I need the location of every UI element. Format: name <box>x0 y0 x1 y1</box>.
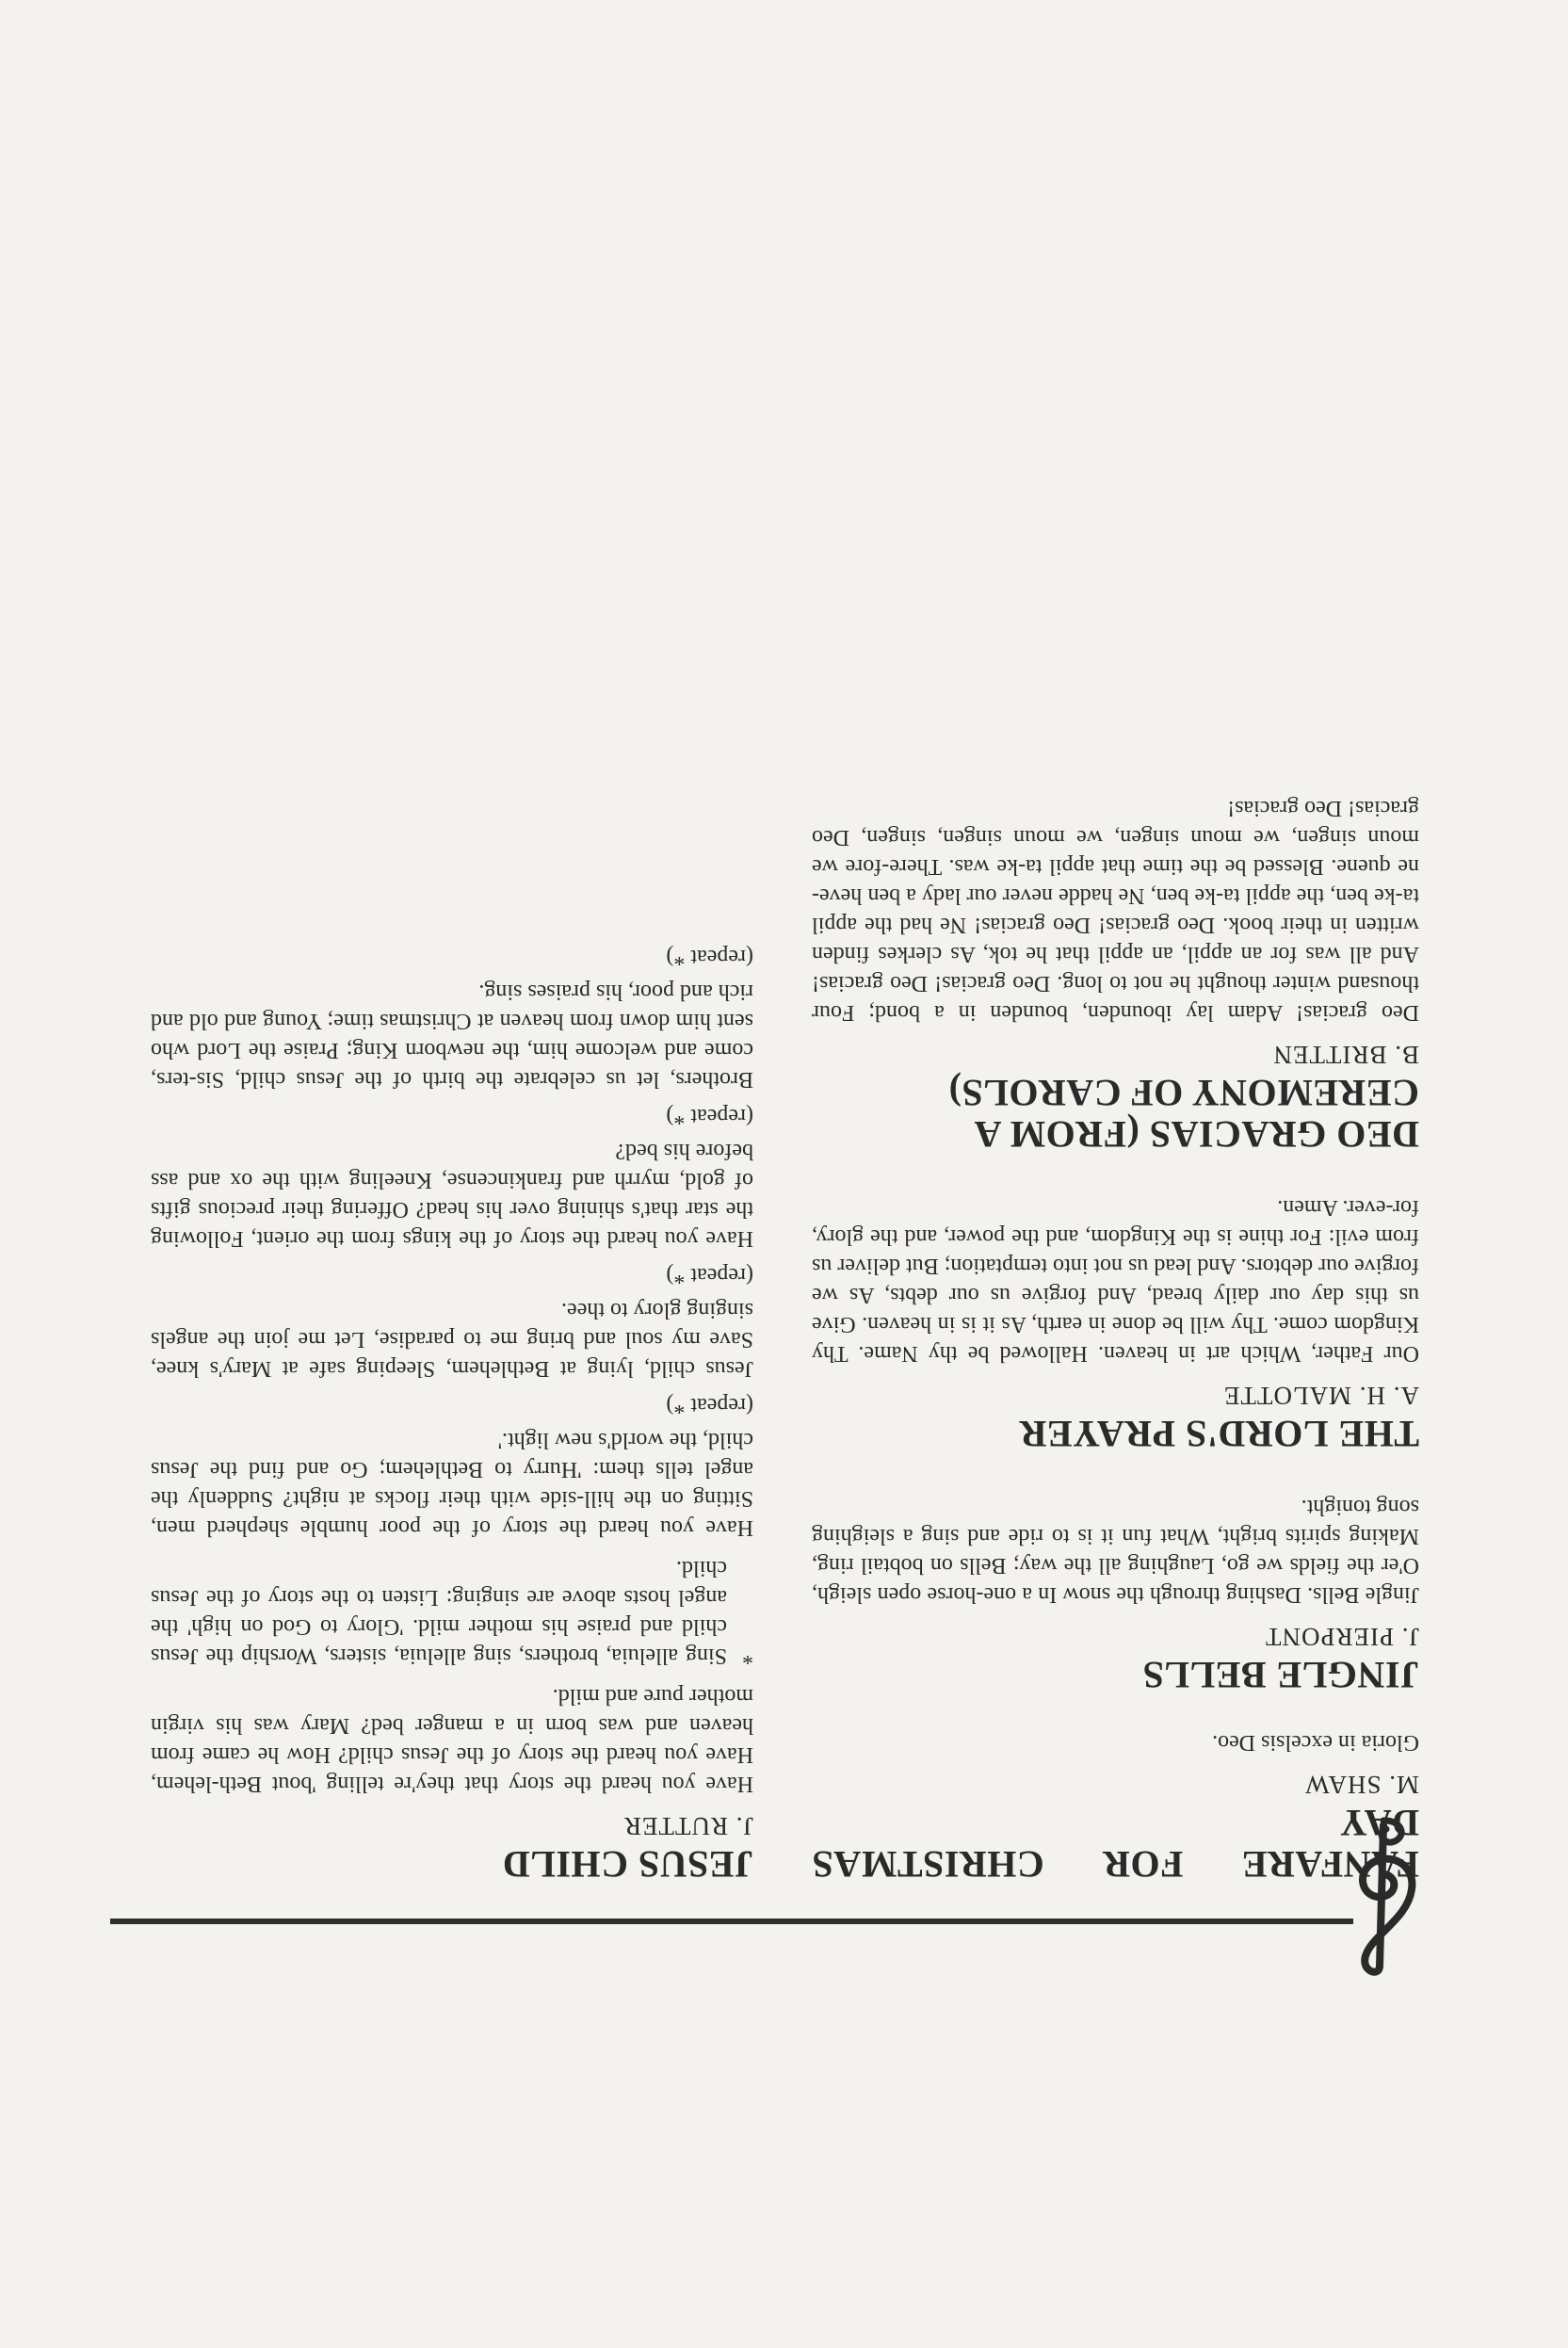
chorus <box>151 1553 753 1670</box>
verse-2: Jesus child, lying at Bethlehem, Sleeping safe at Mary's knee, Save my soul and bring me to paradise, Let me join the angels singing glory to thee. <box>151 1298 753 1381</box>
verse-4: Brothers, let us celebrate the birth of the Jesus child, Sis-ters, come and welcome him, the newborn King; Praise the Lord who sent him down from heaven at Christmas time; Young and old and rich and poor, his praises sing. <box>151 980 753 1092</box>
piece-jingle-bells <box>812 1492 1419 1695</box>
piece-title: THE LORD'S PRAYER <box>1019 1413 1419 1455</box>
piece-fanfare <box>812 1727 1419 1885</box>
piece-lords-prayer <box>812 1192 1419 1454</box>
repeat-marker: (repeat *) <box>666 1263 753 1287</box>
repeat-marker: (repeat *) <box>666 945 753 969</box>
piece-lyrics: Gloria in excelsis Deo. <box>1212 1730 1419 1755</box>
right-column <box>151 921 753 1885</box>
piece-lyrics: Jingle Bells. Dashing through the snow In a one-horse open sleigh, O'er the fields we go, Laughing all the way; Bells on bobtail ring, Making spirits bright, What fun it is to ride and sing a sleighing song tonight. <box>812 1495 1419 1607</box>
verse-3: Have you heard the story of the kings from the orient, Following the star that's shining over his head? Offering their precious gifts of gold, myrrh and frankincense, Kneeling with the ox and ass before his bed? <box>151 1139 753 1251</box>
piece-jesus-child <box>151 942 753 1885</box>
chorus-marker: * <box>742 1644 753 1668</box>
verse-intro: Have you heard the story that they're telling 'bout Beth-lehem, Have you heard the story of the Jesus child? How he came from heaven and was born in a manger bed? Mary was his virgin mother pure and mild. <box>151 1684 753 1796</box>
piece-lyrics: Our Father, Which art in heaven. Hallowed be thy Name. Thy Kingdom come. Thy will be done in earth, As it is in heaven. Give us this day our daily bread, And forgive us our debts, As we forgive our debtors. And lead us not into temptation; But deliver us from evil: For thine is the Kingdom, and the power, and the glory, for-ever. Amen. <box>812 1195 1419 1366</box>
verse-1: Have you heard the story of the poor humble shepherd men, Sitting on the hill-side with their flocks at night? Suddenly the angel tells them: 'Hurry to Bethlehem; Go and find the Jesus child, the world's new light.' <box>151 1428 753 1540</box>
piece-title: DEO GRACIAS (FROM A CEREMONY OF CAROLS) <box>948 1072 1419 1156</box>
left-column <box>812 772 1419 1885</box>
piece-composer: J. RUTTER <box>622 1812 753 1840</box>
repeat-marker: (repeat *) <box>666 1104 753 1128</box>
piece-deo-gracias <box>812 793 1419 1155</box>
repeat-marker: (repeat *) <box>666 1393 753 1417</box>
piece-title: JINGLE BELLS <box>1142 1654 1419 1696</box>
piece-composer: A. H. MALOTTE <box>1223 1382 1419 1410</box>
piece-composer: M. SHAW <box>1304 1771 1419 1799</box>
piece-composer: J. PIERPONT <box>1264 1623 1419 1651</box>
header-rule <box>110 1919 1353 1924</box>
piece-lyrics: Deo gracias! Adam lay ibounden, bounden in a bond; Four thousand winter thought he not to long. Deo gracias! Deo gracias! And all was for an appil, an appil that he tok, As clerkes finden written in their book. Deo gracias! Deo gracias! Ne had the appil ta-ke ben, the appil ta-ke ben, Ne hadde never our lady a ben heve-ne quene. Blessed be the time that appil ta-ke was. There-fore we moun singen, we moun singen, we moun singen, singen, Deo gracias! Deo gracias! <box>812 796 1419 1025</box>
chorus-text: Sing alleluia, brothers, sing alleluia, sisters, Worship the Jesus child and praise his mother mild. 'Glory to God on high' the angel hosts above are singing: Listen to the story of the Jesus child. <box>151 1556 727 1668</box>
piece-title: JESUS CHILD <box>502 1843 753 1886</box>
piece-composer: B. BRITTEN <box>1272 1041 1419 1069</box>
piece-title: FANFARE FOR CHRISTMAS DAY <box>812 1802 1419 1886</box>
